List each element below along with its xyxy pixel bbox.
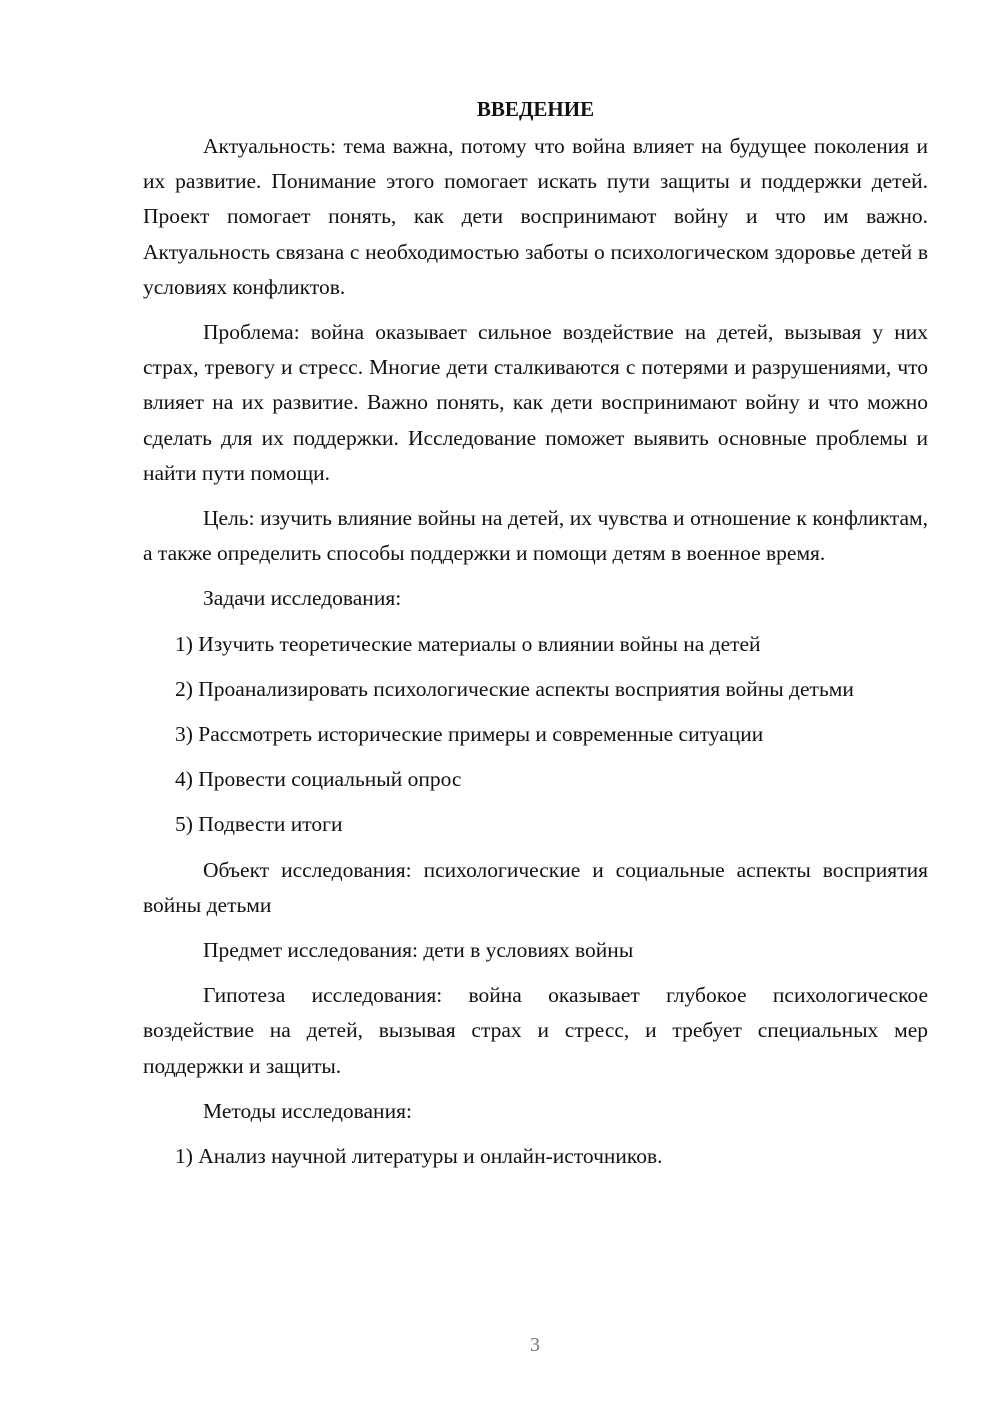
hypothesis-paragraph: Гипотеза исследования: война оказывает глубокое психологическое воздействие на детей, вызывая страх и стресс, и требует специальных мер поддержки и защиты. xyxy=(143,983,928,1078)
research-object-paragraph: Объект исследования: психологические и социальные аспекты восприятия войны детьми xyxy=(143,857,928,917)
goal-paragraph: Цель: изучить влияние войны на детей, их чувства и отношение к конфликтам, а также определить способы поддержки и помощи детям в военное время. xyxy=(143,506,928,566)
task-item-4: 4) Провести социальный опрос xyxy=(175,767,462,792)
task-item-2: 2) Проанализировать психологические аспекты восприятия войны детьми xyxy=(175,676,854,701)
page-number: 3 xyxy=(530,1334,540,1356)
page-title: ВВЕДЕНИЕ xyxy=(476,97,595,121)
method-item-1: 1) Анализ научной литературы и онлайн-источников. xyxy=(175,1144,663,1169)
relevance-paragraph: Актуальность: тема важна, потому что война влияет на будущее поколения и их развитие. Понимание этого помогает искать пути защиты и поддержки детей. Проект помогает понять, как дети воспринимают войну и что им важно. Актуальность связана с необходимостью заботы о психологическом здоровье детей в условиях конфликтов. xyxy=(143,134,928,299)
task-item-3: 3) Рассмотреть исторические примеры и современные ситуации xyxy=(175,722,764,747)
page-content xyxy=(143,92,928,1184)
research-subject-paragraph: Предмет исследования: дети в условиях войны xyxy=(203,938,634,963)
task-item-5: 5) Подвести итоги xyxy=(175,812,343,837)
methods-heading: Методы исследования: xyxy=(203,1098,412,1123)
tasks-heading: Задачи исследования: xyxy=(203,586,402,611)
problem-paragraph: Проблема: война оказывает сильное воздействие на детей, вызывая у них страх, тревогу и стресс. Многие дети сталкиваются с потерями и разрушениями, что влияет на их развитие. Важно понять, как дети воспринимают войну и что можно сделать для их поддержки. Исследование поможет выявить основные проблемы и найти пути помощи. xyxy=(143,320,928,485)
task-item-1: 1) Изучить теоретические материалы о влиянии войны на детей xyxy=(175,631,761,656)
